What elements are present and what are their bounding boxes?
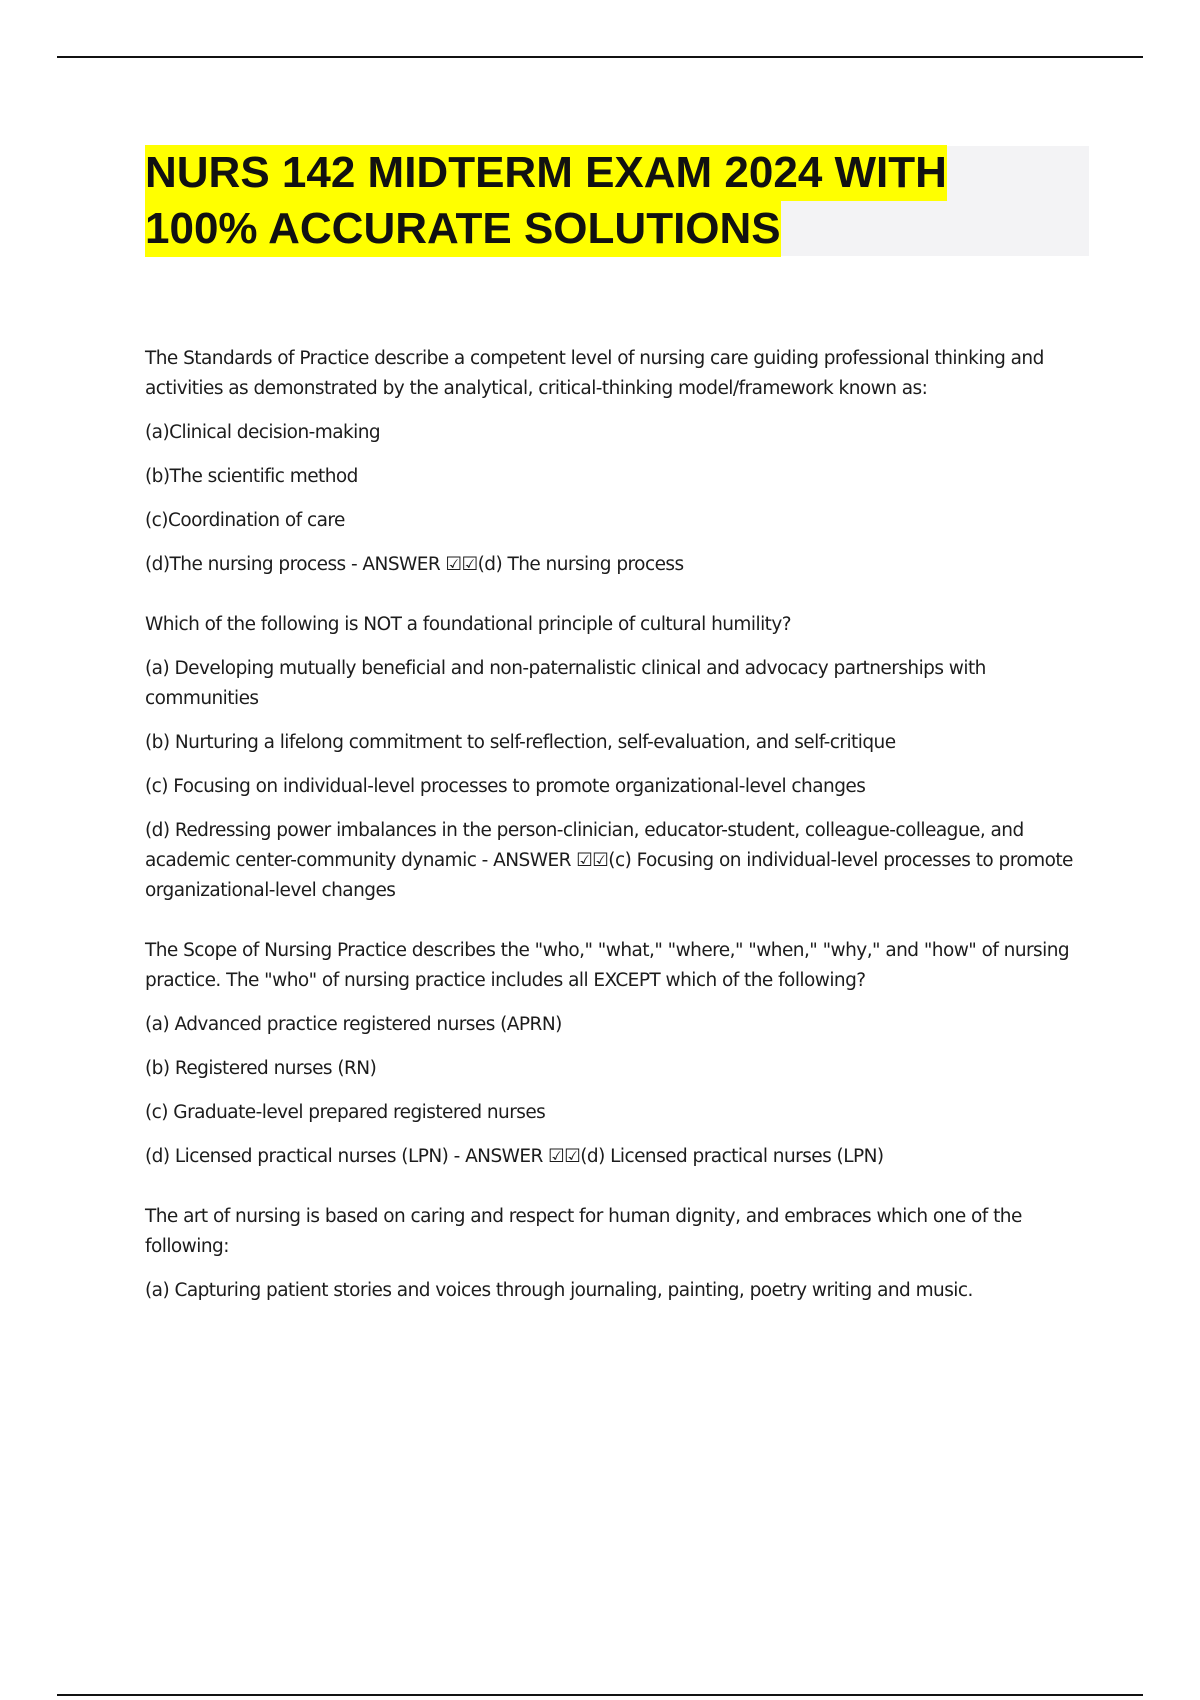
question-block	[145, 1202, 1095, 1306]
answer-option: (b) Nurturing a lifelong commitment to self-reflection, self-evaluation, and self-critique	[145, 732, 896, 753]
question-block	[145, 344, 1095, 580]
document-title-line-2: 100% ACCURATE SOLUTIONS	[145, 201, 781, 257]
answer-option: (d) Licensed practical nurses (LPN) - ANSWER ☑☑(d) Licensed practical nurses (LPN)	[145, 1146, 884, 1167]
answer-option: (c) Graduate-level prepared registered nurses	[145, 1102, 546, 1123]
answer-option: (d) Redressing power imbalances in the person-clinician, educator-student, colleague-colleague, and academic center-community dynamic - ANSWER ☑☑(c) Focusing on individual-level processes to promote organizational-level changes	[145, 820, 1073, 901]
question-prompt: Which of the following is NOT a foundational principle of cultural humility?	[145, 614, 792, 635]
answer-option: (c) Focusing on individual-level processes to promote organizational-level changes	[145, 776, 866, 797]
question-prompt: The Scope of Nursing Practice describes the "who," "what," "where," "when," "why," and "how" of nursing practice. The "who" of nursing practice includes all EXCEPT which of the following?	[145, 940, 1070, 991]
question-block	[145, 936, 1095, 1172]
document-title-line-1: NURS 142 MIDTERM EXAM 2024 WITH	[145, 145, 947, 201]
answer-option: (a)Clinical decision-making	[145, 422, 381, 443]
answer-option: (a) Developing mutually beneficial and non-paternalistic clinical and advocacy partnerships with communities	[145, 658, 986, 709]
answer-option: (b)The scientific method	[145, 466, 358, 487]
header-rule	[57, 56, 1143, 58]
answer-option: (a) Capturing patient stories and voices through journaling, painting, poetry writing and music.	[145, 1280, 973, 1301]
question-prompt: The Standards of Practice describe a competent level of nursing care guiding professional thinking and activities as demonstrated by the analytical, critical-thinking model/framework known as:	[145, 348, 1044, 399]
question-prompt: The art of nursing is based on caring and respect for human dignity, and embraces which one of the following:	[145, 1206, 1022, 1257]
question-block	[145, 610, 1095, 906]
answer-option: (b) Registered nurses (RN)	[145, 1058, 377, 1079]
answer-option: (c)Coordination of care	[145, 510, 345, 531]
footer-rule	[57, 1694, 1143, 1696]
answer-option: (a) Advanced practice registered nurses (APRN)	[145, 1014, 562, 1035]
questions-list	[145, 344, 1095, 1336]
answer-option: (d)The nursing process - ANSWER ☑☑(d) The nursing process	[145, 554, 684, 575]
